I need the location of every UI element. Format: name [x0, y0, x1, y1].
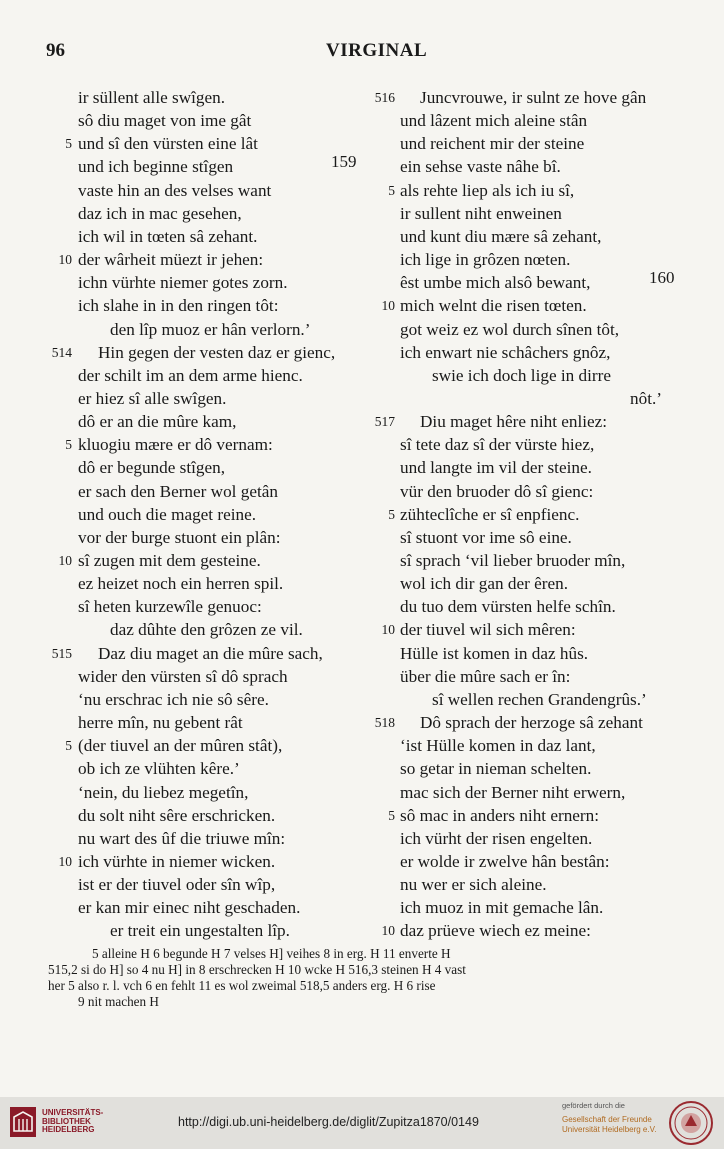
verse-text: wider den vürsten sî dô sprach	[78, 666, 288, 686]
line-number: 10	[58, 853, 72, 869]
verse-line	[0, 711, 362, 734]
verse-line	[0, 688, 362, 711]
verse-text: ich wil in tœten sâ zehant.	[78, 226, 258, 246]
verse-text: und ouch die maget reine.	[78, 504, 257, 524]
verse-line	[362, 618, 724, 641]
verse-text: so getar in nieman schelten.	[400, 759, 592, 779]
verse-line	[362, 642, 724, 665]
funded-by-label: gefördert durch die	[562, 1101, 625, 1110]
verse-text: du solt niht sêre erschricken.	[78, 805, 276, 825]
verse-text: ir sullent niht enweinen	[400, 203, 562, 223]
line-number: 517	[374, 414, 395, 430]
verse-line	[0, 202, 362, 225]
verse-line	[0, 86, 362, 109]
line-number: 10	[58, 553, 72, 568]
verse-text: Hülle ist komen in daz hûs.	[400, 643, 589, 663]
verse-text: (der tiuvel an der mûren stât),	[78, 736, 283, 756]
side-number-right: 160	[649, 268, 675, 287]
verse-text: got weiz ez wol durch sînen tôt,	[400, 319, 620, 339]
verse-text: vür den bruoder dô sî gienc:	[400, 481, 594, 501]
verse-text: Juncvrouwe, ir sulnt ze hove gân	[420, 88, 647, 107]
verse-line	[362, 503, 724, 526]
verse-text: ir süllent alle swîgen.	[78, 88, 226, 107]
verse-text: vaste hin an des velses want	[78, 180, 272, 200]
verse-text: êst umbe mich alsô bewant,	[400, 273, 591, 293]
verse-text: ich lige in grôzen nœten.	[400, 250, 571, 270]
verse-line	[0, 109, 362, 132]
verse-line	[362, 827, 724, 850]
verse-line	[362, 341, 724, 364]
verse-line	[0, 757, 362, 780]
verse-line	[0, 549, 362, 572]
verse-text: ich vürhte in niemer wicken.	[78, 851, 276, 871]
verse-line	[0, 919, 362, 942]
verse-line	[362, 781, 724, 804]
verse-text: dô er an die mûre kam,	[78, 412, 237, 432]
verse-text: ich slahe in in den ringen tôt:	[78, 296, 279, 316]
verse-line	[0, 132, 362, 155]
verse-line	[0, 618, 362, 641]
verse-line	[362, 757, 724, 780]
line-number: 518	[374, 715, 395, 731]
verse-text: mich welnt die risen tœten.	[400, 296, 587, 316]
verse-text: ez heizet noch ein herren spil.	[78, 574, 284, 594]
verse-text: sî zugen mit dem gesteine.	[78, 551, 261, 570]
verse-line	[362, 294, 724, 317]
verse-line	[362, 734, 724, 757]
verse-text: sî tete daz sî der vürste hiez,	[400, 435, 595, 455]
footnote-line: 9 nit machen H	[78, 994, 159, 1009]
verse-line	[362, 480, 724, 503]
verse-line	[0, 248, 362, 271]
line-number: 10	[58, 252, 72, 268]
verse-line	[0, 734, 362, 757]
verse-text: vor der burge stuont ein plân:	[78, 527, 281, 547]
verse-text: sô mac in anders niht ernern:	[400, 805, 600, 825]
page-number: 96	[46, 40, 65, 61]
verse-line	[0, 155, 362, 178]
verse-line	[0, 387, 362, 410]
verse-text: über die mûre sach er în:	[400, 666, 571, 686]
verse-text: ‘nein, du liebez megetîn,	[78, 782, 249, 802]
verse-text: daz prüeve wiech ez meine:	[400, 921, 591, 941]
verse-text: ‘ist Hülle komen in daz lant,	[400, 736, 596, 756]
verse-line	[0, 179, 362, 202]
verse-line	[362, 526, 724, 549]
verse-text: sô diu maget von ime gât	[78, 111, 252, 131]
line-number: 10	[381, 298, 395, 314]
line-number: 514	[51, 344, 72, 360]
line-number: 5	[388, 807, 395, 823]
line-number: 5	[65, 136, 72, 152]
verse-line	[0, 665, 362, 688]
verse-line	[0, 850, 362, 873]
running-title: VIRGINAL	[326, 40, 428, 61]
verse-text: nu wart des ûf die triuwe mîn:	[78, 828, 286, 848]
verse-line	[0, 804, 362, 827]
verse-text: und kunt diu mære sâ zehant,	[400, 226, 602, 246]
verse-text: sî heten kurzewîle genuoc:	[78, 597, 262, 617]
verse-text: Diu maget hêre niht enliez:	[420, 412, 608, 432]
verse-line	[362, 387, 724, 410]
source-url-link[interactable]: http://digi.ub.uni-heidelberg.de/diglit/Zupitza1870/0149	[178, 1115, 479, 1129]
verse-line	[362, 202, 724, 225]
verse-line	[362, 873, 724, 896]
line-number: 5	[65, 437, 72, 453]
verse-text: Hin gegen der vesten daz er gienc,	[98, 342, 336, 362]
verse-text: Dô sprach der herzoge sâ zehant	[420, 713, 643, 733]
verse-text: und lâzent mich aleine stân	[400, 111, 588, 131]
verse-line	[362, 595, 724, 618]
critical-apparatus	[48, 946, 688, 1010]
verse-text: nôt.’	[630, 388, 662, 408]
line-number: 10	[381, 923, 395, 939]
verse-text: herre mîn, nu gebent rât	[78, 713, 243, 733]
verse-line	[0, 225, 362, 248]
verse-line	[362, 919, 724, 942]
verse-text: den lîp muoz er hân verlorn.’	[110, 319, 311, 339]
verse-text: der schilt im an dem arme hienc.	[78, 365, 303, 385]
verse-line	[362, 850, 724, 873]
verse-text: er treit ein ungestalten lîp.	[110, 921, 290, 941]
verse-line	[0, 572, 362, 595]
line-number: 5	[65, 738, 72, 754]
verse-line	[0, 318, 362, 341]
verse-line	[0, 410, 362, 433]
verse-text: Daz diu maget an die mûre sach,	[98, 643, 323, 663]
verse-text: kluogiu mære er dô vernam:	[78, 435, 273, 455]
verse-line	[0, 873, 362, 896]
verse-text: ob ich ze vlühten kêre.’	[78, 759, 240, 779]
verse-line	[0, 781, 362, 804]
verse-line	[0, 364, 362, 387]
library-logo-icon	[10, 1107, 36, 1137]
verse-line	[0, 827, 362, 850]
verse-line	[362, 804, 724, 827]
verse-line	[0, 896, 362, 919]
verse-text: er kan mir einec niht geschaden.	[78, 898, 301, 918]
verse-text: ich vürht der risen engelten.	[400, 828, 593, 848]
verse-line	[362, 665, 724, 688]
line-number: 515	[51, 645, 72, 661]
verse-line	[0, 595, 362, 618]
line-number: 10	[381, 622, 395, 638]
verse-line	[362, 86, 724, 109]
verse-line	[362, 132, 724, 155]
verse-text: ein sehse vaste nâhe bî.	[400, 157, 561, 177]
verse-text: sî sprach ‘vil lieber bruoder mîn,	[400, 551, 626, 570]
verse-text: daz dûhte den grôzen ze vil.	[110, 620, 303, 640]
verse-text: der wârheit müezt ir jehen:	[78, 250, 264, 270]
verse-text: und ich beginne stîgen	[78, 157, 234, 177]
verse-text: wol ich dir gan der êren.	[400, 574, 568, 594]
verse-line	[0, 456, 362, 479]
footnote-line: 5 alleine H 6 begunde H 7 velses H] veihes 8 in erg. H 11 enverte H	[92, 946, 451, 961]
verse-text: sî stuont vor ime sô eine.	[400, 527, 572, 547]
line-number: 5	[388, 506, 395, 522]
verse-text: ich enwart nie schâchers gnôz,	[400, 342, 611, 362]
verse-text: du tuo dem vürsten helfe schîn.	[400, 597, 616, 617]
verse-line	[362, 109, 724, 132]
verse-text: ichn vürhte niemer gotes zorn.	[78, 273, 288, 293]
verse-line	[0, 294, 362, 317]
verse-text: ‘nu erschrac ich nie sô sêre.	[78, 689, 269, 709]
verse-line	[0, 503, 362, 526]
verse-text: er hiez sî alle swîgen.	[78, 388, 227, 408]
verse-line	[362, 572, 724, 595]
footnote-line: her 5 also r. l. vch 6 en fehlt 11 es wol zweimal 518,5 anders erg. H 6 rise	[48, 978, 436, 993]
society-name: Gesellschaft der Freunde Universität Heidelberg e.V.	[562, 1115, 657, 1134]
verse-line	[0, 642, 362, 665]
verse-line	[362, 711, 724, 734]
verse-text: zühteclîche er sî enpfienc.	[400, 504, 580, 524]
line-number: 516	[374, 90, 395, 105]
verse-line	[362, 179, 724, 202]
verse-line	[362, 456, 724, 479]
verse-line	[362, 549, 724, 572]
verse-line	[362, 318, 724, 341]
verse-text: ist er der tiuvel oder sîn wîp,	[78, 875, 276, 895]
verse-line	[0, 480, 362, 503]
verse-text: und langte im vil der steine.	[400, 458, 592, 478]
verse-text: er sach den Berner wol getân	[78, 481, 278, 501]
verse-line	[362, 688, 724, 711]
verse-text: daz ich in mac gesehen,	[78, 203, 242, 223]
verse-text: mac sich der Berner niht erwern,	[400, 782, 626, 802]
footnote-line: 515,2 si do H] so 4 nu H] in 8 erschrecken H 10 wcke H 516,3 steinen H 4 vast	[48, 962, 466, 977]
verse-line	[0, 271, 362, 294]
verse-text: ich muoz in mit gemache lân.	[400, 898, 604, 918]
verse-text: und sî den vürsten eine lât	[78, 134, 258, 154]
line-number: 5	[388, 182, 395, 198]
verse-text: nu wer er sich aleine.	[400, 875, 547, 895]
verse-line	[362, 410, 724, 433]
verse-text: und reichent mir der steine	[400, 134, 585, 154]
verse-line	[362, 225, 724, 248]
verse-line	[0, 433, 362, 456]
digitization-footer	[0, 1097, 724, 1149]
verse-line	[362, 896, 724, 919]
verse-text: sî wellen rechen Grandengrûs.’	[432, 689, 647, 709]
verse-line	[0, 341, 362, 364]
verse-text: swie ich doch lige in dirre	[432, 365, 611, 385]
verse-text: dô er begunde stîgen,	[78, 458, 226, 478]
verse-line	[362, 155, 724, 178]
verse-line	[362, 433, 724, 456]
library-name: UNIVERSITÄTS- BIBLIOTHEK HEIDELBERG	[42, 1108, 104, 1134]
verse-text: als rehte liep als ich iu sî,	[400, 180, 575, 200]
verse-line	[362, 364, 724, 387]
verse-line	[0, 526, 362, 549]
verse-text: der tiuvel wil sich mêren:	[400, 620, 576, 640]
university-seal-icon	[668, 1100, 714, 1146]
verse-text: er wolde ir zwelve hân bestân:	[400, 851, 610, 871]
side-number-left: 159	[331, 152, 357, 171]
